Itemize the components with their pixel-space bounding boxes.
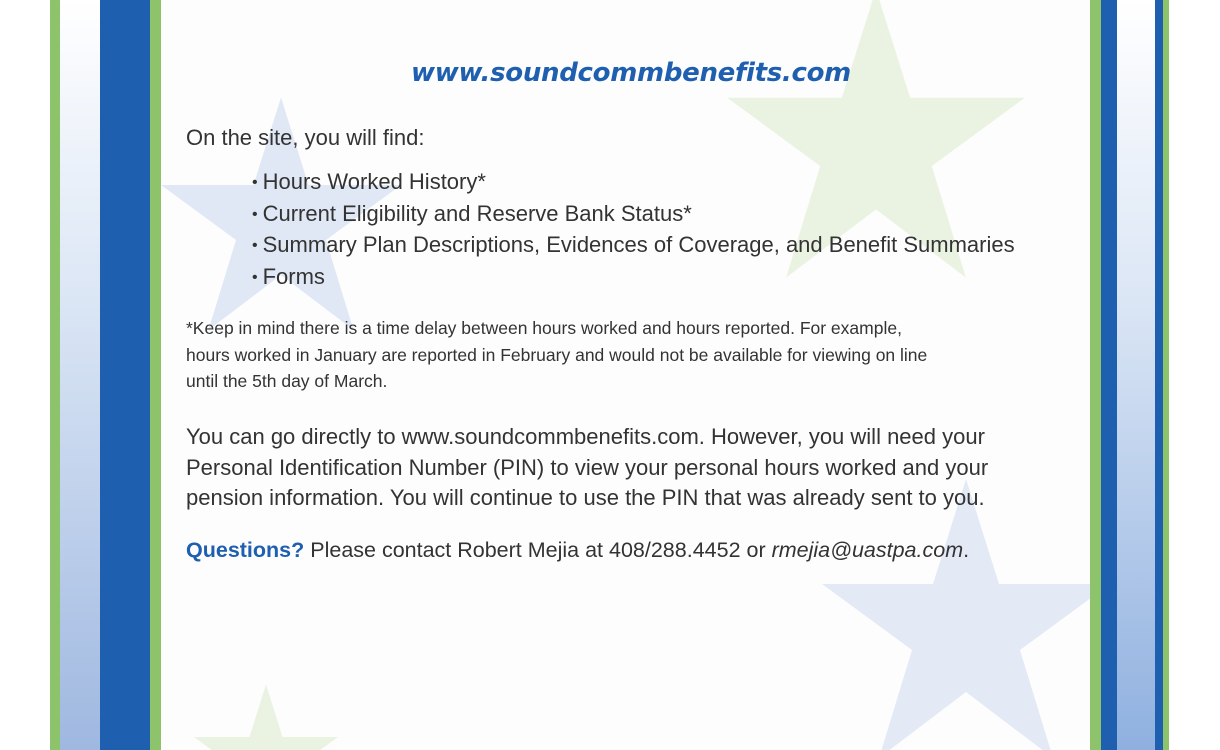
features-list — [252, 167, 1015, 293]
list-item-text: Summary Plan Descriptions, Evidences of Coverage, and Benefit Summaries — [262, 232, 1015, 257]
list-item — [252, 262, 1015, 294]
list-item — [252, 199, 1015, 231]
bullet-icon: • — [252, 268, 258, 286]
right-border-inner-green-stripe — [1090, 0, 1101, 750]
list-item — [252, 167, 1015, 199]
contact-email-link[interactable]: rmejia@uastpa.com — [771, 538, 964, 562]
pin-access-paragraph — [186, 422, 1076, 514]
list-item-text: Forms — [262, 263, 325, 289]
list-item-text: Current Eligibility and Reserve Bank Status* — [262, 200, 692, 226]
paragraph-line: Personal Identification Number (PIN) to view your personal hours worked and your — [186, 454, 989, 480]
contact-end: . — [963, 538, 970, 562]
contact-line — [186, 538, 969, 563]
content-area — [186, 0, 1076, 750]
list-item-text: Hours Worked History* — [262, 169, 486, 194]
right-border-dark-blue-stripe — [1101, 0, 1117, 750]
bullet-icon: • — [252, 174, 258, 191]
left-border-green-stripe — [50, 0, 60, 750]
paragraph-line: pension information. You will continue to use the PIN that was already sent to you. — [186, 485, 985, 510]
questions-label: Questions? — [186, 538, 305, 562]
note-line: until the 5th day of March. — [186, 371, 388, 391]
contact-text: Please contact Robert Mejia at 408/288.4452 or — [304, 538, 772, 562]
bullet-icon: • — [252, 237, 258, 254]
list-item — [252, 230, 1015, 262]
right-border-outer-blue-stripe — [1155, 0, 1163, 750]
left-border-inner-green-stripe — [150, 0, 161, 750]
note-line: *Keep in mind there is a time delay between hours worked and hours reported. For example, — [186, 318, 902, 338]
bullet-icon: • — [252, 205, 258, 223]
note-line: hours worked in January are reported in February and would not be available for viewing on line — [186, 344, 928, 365]
website-url-heading[interactable]: www.soundcommbenefits.com — [411, 58, 851, 88]
left-border-light-blue-stripe — [60, 0, 100, 750]
intro-text: On the site, you will find: — [186, 125, 425, 150]
left-border-dark-blue-stripe — [100, 0, 150, 750]
paragraph-line: You can go directly to www.soundcommbenefits.com. However, you will need your — [186, 424, 985, 449]
reporting-delay-note — [186, 315, 1076, 395]
right-border-light-blue-stripe — [1117, 0, 1155, 750]
right-border-green-stripe — [1163, 0, 1169, 750]
